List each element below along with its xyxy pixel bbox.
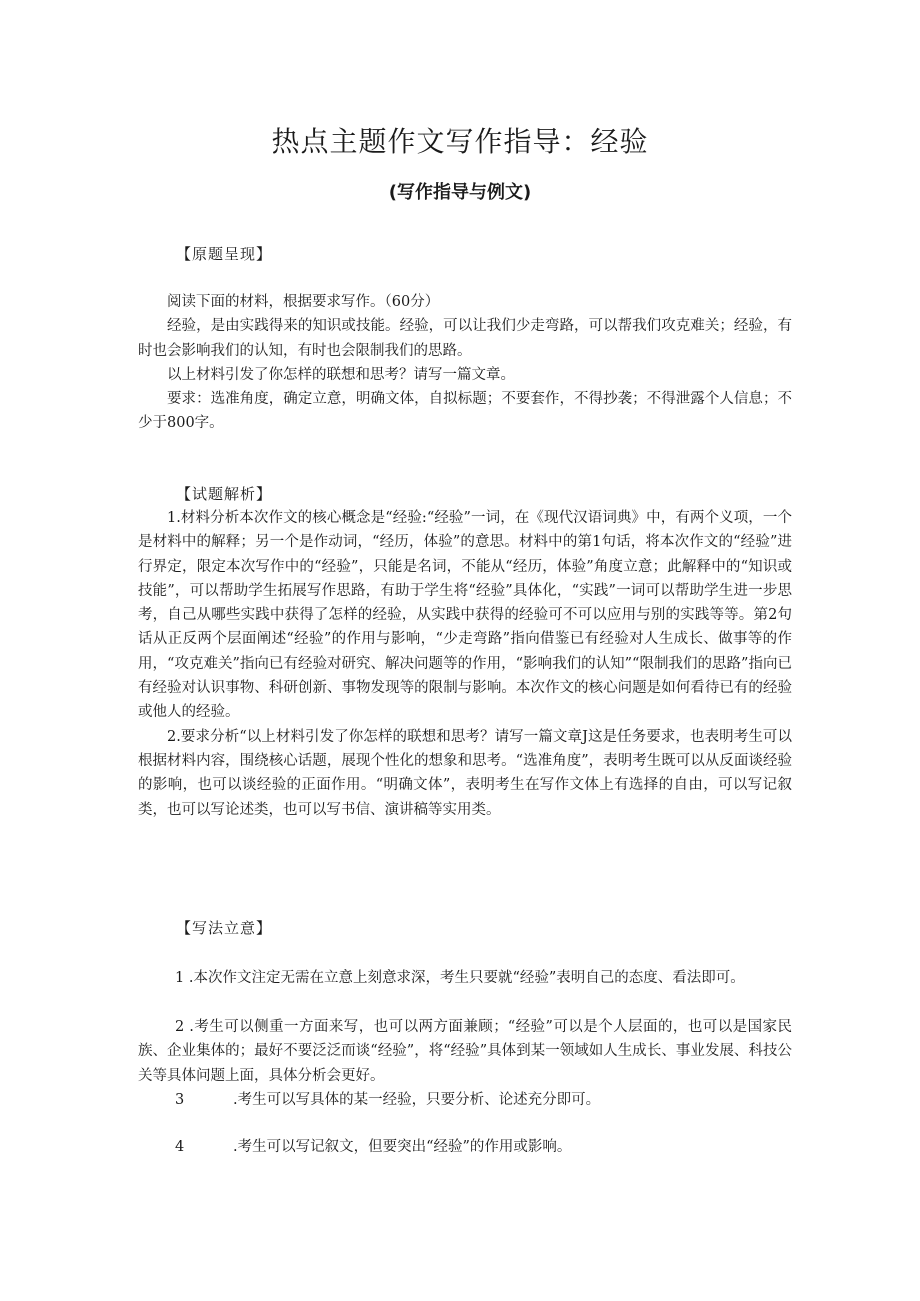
requirements-paragraph: 要求：选准角度，确定立意，明确文体，自拟标题；不要套作，不得抄袭；不得泄露个人信息；不少于800字。 <box>138 391 792 432</box>
heading-original-question: 【原题呈现】 <box>176 245 273 263</box>
approach-item-4 <box>138 1135 792 1160</box>
approach-item-text: .本次作文注定无需在立意上刻意求深，考生只要就“经验”表明自己的态度、看法即可。 <box>188 970 745 986</box>
approach-item-text: .考生可以侧重一方面来写，也可以两方面兼顾；“经验”可以是个人层面的，也可以是国家民族、企业集体的；最好不要泛泛而谈“经验”，将“经验”具体到某一领域如人生成长、事业发展、科技公关等具体问题上面，具体分析会更好。 <box>138 1019 793 1084</box>
task-paragraph: 以上材料引发了你怎样的联想和思考？请写一篇文章。 <box>167 366 515 383</box>
approach-item-number: 4 <box>175 1139 185 1155</box>
approach-item-text: .考生可以写记叙文，但要突出“经验”的作用或影响。 <box>233 1139 572 1155</box>
original-question-body <box>138 290 792 436</box>
requirement-analysis-paragraph: 2.要求分析“以上材料引发了你怎样的联想和思考？请写一篇文章J这是任务要求，也表明考生可以根据材料内容，围绕核心话题，展现个性化的想象和思考。“选准角度”，表明考生既可以从反面谈经验的影响，也可以谈经验的正面作用。“明确文体”，表明考生在写作文体上有选择的自由，可以写记叙类，也可以写论述类，也可以写书信、演讲稿等实用类。 <box>138 728 792 818</box>
heading-approach: 【写法立意】 <box>176 919 273 937</box>
approach-item-number: 3 <box>175 1092 185 1108</box>
document-subtitle: (写作指导与例文) <box>388 182 532 203</box>
approach-item-number: 2 <box>175 1019 185 1035</box>
document-title: 热点主题作文写作指导：经验 <box>271 125 649 158</box>
approach-item-1 <box>138 966 792 990</box>
analysis-body <box>138 506 792 822</box>
approach-item-number: 1 <box>175 970 185 986</box>
approach-item-text: .考生可以写具体的某一经验，只要分析、论述充分即可。 <box>233 1092 601 1108</box>
approach-item-2 <box>138 1015 792 1088</box>
approach-item-3 <box>138 1088 792 1113</box>
heading-analysis: 【试题解析】 <box>176 485 273 503</box>
instruction-paragraph: 阅读下面的材料，根据要求写作。（60分） <box>167 294 440 310</box>
material-paragraph: 经验，是由实践得来的知识或技能。经验，可以让我们少走弯路，可以帮我们攻克难关；经验，有时也会影响我们的认知，有时也会限制我们的思路。 <box>138 318 792 359</box>
material-analysis-paragraph: 1.材料分析本次作文的核心概念是“经验:“经验”一词，在《现代汉语词典》中，有两个义项，一个是材料中的解释；另一个是作动词，“经历，体验”的意思。材料中的第1句话，将本次作文的“经验”进行界定，限定本次写作中的“经验”，只能是名词，不能从“经历，体验”角度立意；此解释中的“知识或技能”，可以帮助学生拓展写作思路，有助于学生将“经验”具体化，“实践”一词可以帮助学生进一步思考，自己从哪些实践中获得了怎样的经验，从实践中获得的经验可不可以应用与别的实践等等。第2句话从正反两个层面阐述“经验”的作用与影响，“少走弯路”指向借鉴已有经验对人生成长、做事等的作用，“攻克难关”指向已有经验对研究、解决问题等的作用，“影响我们的认知”“限制我们的思路”指向已有经验对认识事物、科研创新、事物发现等的限制与影响。本次作文的核心问题是如何看待已有的经验或他人的经验。 <box>138 510 792 721</box>
